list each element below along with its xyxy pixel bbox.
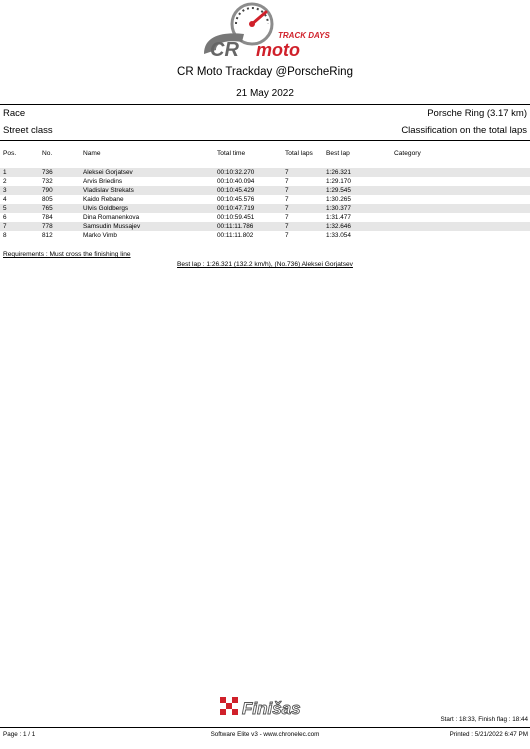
cell-pos: 5 bbox=[3, 205, 7, 212]
cell-name: Kaido Rebane bbox=[83, 196, 124, 203]
software-credit: Software Elite v3 - www.chronelec.com bbox=[210, 731, 320, 738]
class-label: Street class bbox=[3, 125, 53, 136]
race-label: Race bbox=[3, 108, 26, 119]
cell-no: 790 bbox=[42, 187, 53, 194]
cell-total-time: 00:10:40.094 bbox=[217, 178, 255, 185]
classification-label: Classification on the total laps bbox=[401, 125, 527, 136]
header-name: Name bbox=[83, 150, 101, 157]
cell-no: 736 bbox=[42, 169, 53, 176]
cell-best-lap: 1:31.477 bbox=[326, 214, 351, 221]
table-row bbox=[0, 177, 530, 186]
cell-pos: 4 bbox=[3, 196, 7, 203]
cell-best-lap: 1:33.054 bbox=[326, 232, 351, 239]
cell-name: Arvis Briedins bbox=[83, 178, 123, 185]
footer-divider bbox=[0, 727, 530, 728]
start-finish-times: Start : 18:33, Finish flag : 18:44 bbox=[440, 716, 528, 723]
event-date: 21 May 2022 bbox=[236, 88, 294, 99]
cell-total-time: 00:11:11.786 bbox=[217, 223, 254, 230]
cell-best-lap: 1:29.170 bbox=[326, 178, 351, 185]
cell-pos: 1 bbox=[3, 169, 7, 176]
cell-name: Dina Romanenkova bbox=[83, 214, 140, 221]
cell-name: Vladislav Strekats bbox=[83, 187, 134, 194]
logo-cr-letters: CR bbox=[210, 39, 239, 61]
cell-no: 812 bbox=[42, 232, 53, 239]
cell-total-time: 00:10:45.576 bbox=[217, 196, 255, 203]
table-row bbox=[0, 204, 530, 213]
cell-no: 765 bbox=[42, 205, 53, 212]
event-title: CR Moto Trackday @PorscheRing bbox=[177, 66, 353, 78]
cell-no: 805 bbox=[42, 196, 53, 203]
header-pos: Pos. bbox=[3, 150, 17, 157]
table-row bbox=[0, 213, 530, 222]
cell-total-time: 00:10:45.429 bbox=[217, 187, 255, 194]
cell-no: 784 bbox=[42, 214, 53, 221]
cell-pos: 7 bbox=[3, 223, 7, 230]
cell-name: Marko Vimb bbox=[83, 232, 117, 239]
logo-track-days-text: TRACK DAYS bbox=[278, 31, 330, 40]
header-best-lap: Best lap bbox=[326, 150, 350, 157]
header-total-laps: Total laps bbox=[285, 150, 313, 157]
cell-total-laps: 7 bbox=[285, 232, 289, 239]
page-number: Page : 1 / 1 bbox=[3, 731, 36, 738]
table-row bbox=[0, 222, 530, 231]
cell-total-laps: 7 bbox=[285, 205, 289, 212]
divider-top bbox=[0, 104, 530, 105]
track-name: Porsche Ring (3.17 km) bbox=[427, 108, 527, 119]
cell-no: 778 bbox=[42, 223, 53, 230]
cell-total-laps: 7 bbox=[285, 223, 289, 230]
table-row bbox=[0, 231, 530, 240]
cell-best-lap: 1:29.545 bbox=[326, 187, 351, 194]
cell-pos: 6 bbox=[3, 214, 7, 221]
header-no: No. bbox=[42, 150, 53, 157]
table-row bbox=[0, 186, 530, 195]
cell-best-lap: 1:30.265 bbox=[326, 196, 351, 203]
cell-name: Samsudin Mussajev bbox=[83, 223, 141, 230]
cell-name: Ulvis Goldbergs bbox=[83, 205, 129, 212]
finisas-logo bbox=[218, 695, 318, 719]
cr-moto-logo bbox=[196, 2, 336, 62]
cell-total-laps: 7 bbox=[285, 178, 289, 185]
best-lap-summary: Best lap : 1:26.321 (132.2 km/h), (No.736) Aleksei Gorjatsev bbox=[177, 261, 353, 268]
cell-total-time: 00:11:11.802 bbox=[217, 232, 254, 239]
cell-total-time: 00:10:59.451 bbox=[217, 214, 255, 221]
cell-pos: 8 bbox=[3, 232, 7, 239]
cell-total-laps: 7 bbox=[285, 187, 289, 194]
requirements-note: Requirements : Must cross the finishing line bbox=[3, 251, 131, 258]
cell-total-laps: 7 bbox=[285, 196, 289, 203]
table-row bbox=[0, 195, 530, 204]
header-total-time: Total time bbox=[217, 150, 246, 157]
table-row bbox=[0, 168, 530, 177]
cell-no: 732 bbox=[42, 178, 53, 185]
cell-best-lap: 1:32.646 bbox=[326, 223, 351, 230]
cell-pos: 2 bbox=[3, 178, 7, 185]
cell-pos: 3 bbox=[3, 187, 7, 194]
printed-timestamp: Printed : 5/21/2022 6:47 PM bbox=[449, 731, 528, 738]
cell-total-time: 00:10:47.719 bbox=[217, 205, 255, 212]
cell-total-time: 00:10:32.270 bbox=[217, 169, 255, 176]
cell-best-lap: 1:30.377 bbox=[326, 205, 351, 212]
cell-total-laps: 7 bbox=[285, 169, 289, 176]
divider-bottom bbox=[0, 140, 530, 141]
logo-moto-text: moto bbox=[256, 40, 300, 60]
cell-total-laps: 7 bbox=[285, 214, 289, 221]
header-category: Category bbox=[394, 150, 421, 157]
finisas-logo-text: Finišas bbox=[242, 699, 301, 718]
cell-best-lap: 1:26.321 bbox=[326, 169, 351, 176]
cell-name: Aleksei Gorjatsev bbox=[83, 169, 133, 176]
